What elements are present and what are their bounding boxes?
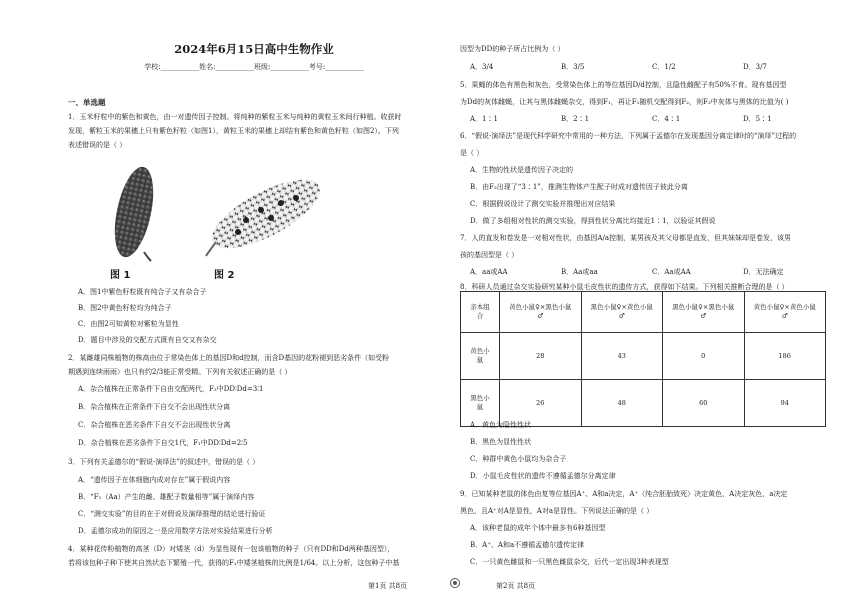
table-cell: 0 [663,333,745,380]
q5-option-c: C．4∶1 [652,115,681,123]
q3-option-d: D．孟德尔成功的原因之一是应用数学方法对实验结果进行分析 [78,527,273,535]
q5-option-b: B．2∶1 [561,115,590,123]
q7-option-c: C．Aa或AA [652,268,691,276]
q9-option-c: C．一只黄色雌鼠和一只黑色雌鼠杂交，后代一定出现3种表现型 [470,558,669,566]
q3-option-b: B．“F₁（Aa）产生的雌、雄配子数量相等”属于演绎内容 [78,493,255,501]
table-row [461,333,826,380]
page-footer-right: 第2页 共8页 [496,582,536,590]
table-header-cell: 黑色小鼠♀×黄色小鼠 ♂ [581,292,663,333]
q6-line-1: 6．“假说-演绎法”是现代科学研究中常用的一种方法，下列属于孟德尔在发现基因分离定律时的“演绎”过程的 [460,132,797,140]
q2-line-1: 2．某雌雄同株植物的株高由位于常染色体上的基因D和d控制，而含D基因的花粉褪到恶劣条件（如受粉 [68,354,390,362]
q9-option-a: A．该种老鼠的成年个体中最多有6种基因型 [470,524,606,532]
table-cell: 28 [500,333,582,380]
q9-line-2: 黑色，且A⁺对A是显性，A对a是显性。下列说法正确的是（ ） [460,507,654,515]
q6-option-d: D．做了多组相对性状的测交实验，得到性状分离比均接近1∶1，以验证其假说 [470,217,716,225]
q4-option-c: C．1/2 [652,63,676,71]
row-label-black: 黑色小 鼠 [461,380,500,427]
q5-option-a: A．1∶1 [470,115,498,123]
table-header-cell: 黑色小鼠♀×黑色小鼠 ♂ [663,292,745,333]
q1-line-2: 发现，紫粒玉米的果穗上只有紫色籽粒（如图1），黄粒玉米的果穗上却结有紫色和黄色籽粒（如图2）。下列 [68,127,399,135]
q4-option-d: D．3/7 [743,63,767,71]
corn-figure-2 [186,170,336,260]
q2-option-b: B．杂合植株在正常条件下自交不会出现性状分离 [78,403,231,411]
q5-line-1: 5．果蝇的体色有黑色和灰色，受常染色体上的等位基因D/d控制，且隐性雌配子有50%不育。现有基因型 [460,81,787,89]
q4-line-3: 因型为DD的种子所占比例为（ ） [460,45,565,53]
corn-figure-1 [104,162,164,262]
q1-line-3: 表述错误的是（ ） [68,141,127,149]
q9-option-b: B．A⁺、A和a不遵循孟德尔遗传定律 [470,541,585,549]
table-header-cell: 黄色小鼠♀×黑色小鼠 ♂ [500,292,582,333]
figure-2-label: 图 2 [214,270,235,281]
page-footer-left: 第1页 共8页 [368,582,408,590]
q7-option-a: A．aa或AA [470,268,508,276]
q6-option-c: C．根据假说设计了测交实验并推理出对应结果 [470,200,616,208]
q6-option-b: B．由F₂出现了“3∶1”，推测生物体产生配子时成对遗传因子彼此分离 [470,183,688,191]
q1-option-d: D．题目中涉及的交配方式既有自交又有杂交 [78,336,217,344]
student-info-line: 学校:___________姓名:___________班级:___________考号:___________ [144,63,364,71]
page-divider-mark [450,578,460,588]
q1-option-c: C．由图2可知黄粒对紫粒为显性 [78,320,179,328]
q4-options [470,62,834,72]
q8-option-d: D．小鼠毛皮性状的遗传不遵循孟德尔分离定律 [470,472,616,480]
q2-line-2: 期遇到连续雨雨）也只有约2/3能正常受精。下列有关叙述正确的是（ ） [68,368,292,376]
q1-option-a: A．图1中紫色籽粒既有纯合子又有杂合子 [78,288,207,296]
q6-line-2: 是（ ） [460,149,484,157]
q3-line-1: 3．下列有关孟德尔的“假说-演绎法”的叙述中，错误的是（ ） [68,458,260,466]
q8-option-b: B．黑色为显性性状 [470,438,532,446]
table-cell: 186 [744,333,826,380]
q4-line-1: 4．某种花传粉植物的高茎（D）对矮茎（d）为显性现有一包该植物的种子（只有DD和Dd两种基因型）， [68,545,395,553]
table-header-cell: 黄色小鼠♀×黄色小鼠 ♂ [744,292,826,333]
q2-option-a: A．杂合植株在正常条件下自由交配两代，F₂中DD∶Dd=3∶1 [78,385,264,393]
q1-line-1: 1．玉米籽粒中的紫色和黄色，由一对遗传因子控制。将纯种的紫粒玉米与纯种的黄粒玉米间行种植。收获时 [68,113,402,121]
q9-line-1: 9．已知某种老鼠的体色由复等位基因A⁺、A和a决定，A⁺（纯合胚胎致死）决定黄色，A决定灰色，a决定 [460,490,788,498]
q3-option-c: C．“测交实验”的目的在于对假说及演绎推理的结论进行验证 [78,510,266,518]
table-cell: 60 [663,380,745,427]
q8-option-a: A．黄色为隐性性状 [470,421,532,429]
table-header-cell: 亲本组 合 [461,292,500,333]
q8-results-table [460,291,826,427]
q4-option-b: B．3/5 [561,63,585,71]
table-cell: 94 [744,380,826,427]
q1-option-b: B．图2中黄色籽粒均为纯合子 [78,304,172,312]
q4-option-a: A．3/4 [470,63,494,71]
q4-line-2: 若将该包种子种下使其自然状态下繁殖一代，获得的F₁中矮茎植株的比例是1/64。以上分析，这包种子中基 [68,559,400,567]
q7-options [470,267,834,277]
section-heading: 一、单选题 [68,98,106,107]
q7-line-1: 7．人的直发和卷发是一对相对性状，由基因A/a控制，某男孩及其父母都是直发，但其妹妹却是卷发，该男 [460,234,792,242]
figure-1-label: 图 1 [110,270,131,281]
q5-option-d: D．5∶1 [743,115,772,123]
q3-option-a: A．“遗传因子在体细胞内成对存在”属于假说内容 [78,476,231,484]
q2-option-c: C．杂合植株在恶劣条件下自交不会出现性状分离 [78,421,231,429]
q2-option-d: D．杂合植株在恶劣条件下自交1代，F₁中DD∶Dd=2∶5 [78,439,248,447]
document-title: 2024年6月15日高中生物作业 [174,42,334,56]
q7-line-2: 孩的基因型是（ ） [460,251,519,259]
table-cell: 48 [581,380,663,427]
q7-option-b: B．Aa或aa [561,268,598,276]
q6-option-a: A．生物的性状是遗传因子决定的 [470,166,574,174]
q8-option-c: C．种群中黄色小鼠均为杂合子 [470,455,567,463]
q5-line-2: 为Dd的灰体雌蝇，让其与黑体雌蝇杂交，得到F₁，再让F₁随机交配得到F₂，则F₂中灰体与黑体的比值为( ) [460,98,789,106]
table-cell: 26 [500,380,582,427]
table-header-row [461,292,826,333]
q8-line-1: 8．科研人员通过杂交实验研究某种小鼠毛皮性状的遗传方式，获得如下结果。下列相关推断合理的是（ ） [460,283,789,291]
table-cell: 43 [581,333,663,380]
row-label-yellow: 黄色小 鼠 [461,333,500,380]
q5-options [470,114,834,124]
q7-option-d: D．无法确定 [743,268,784,276]
